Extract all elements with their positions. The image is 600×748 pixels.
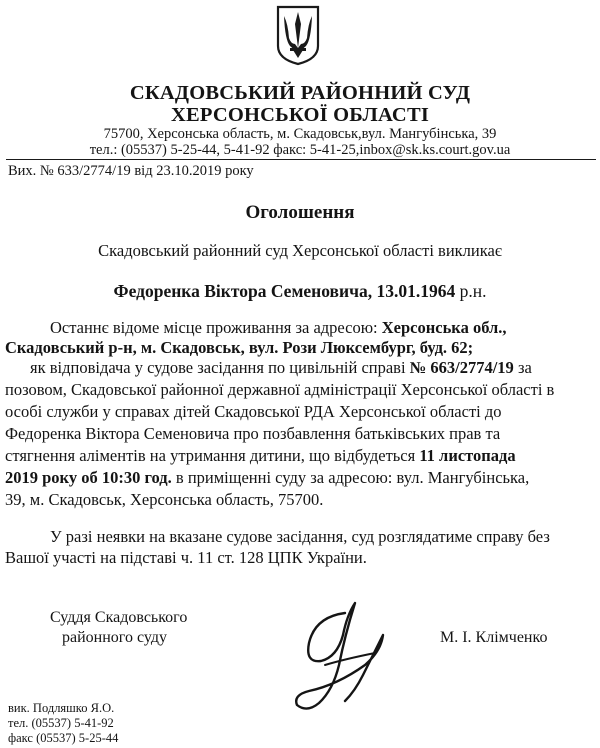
body-text: в приміщенні суду за адресою: вул. Мангубінська, bbox=[171, 468, 530, 487]
body-line-4: позовом, Скадовської районної державної адміністрації Херсонської області в bbox=[5, 380, 555, 399]
judge-name: М. І. Клімченко bbox=[440, 629, 548, 646]
judge-role-line2: районного суду bbox=[62, 629, 167, 646]
body-bold: Скадовський р-н, м. Скадовськ, вул. Рози Люксембург, буд. 62; bbox=[5, 338, 474, 357]
court-contacts: тел.: (05537) 5-25-44, 5-41-92 факс: 5-41-25,inbox@sk.ks.court.gov.ua bbox=[89, 142, 511, 158]
hearing-time: 2019 року об 10:30 год. bbox=[5, 468, 172, 487]
body-line-9: 39, м. Скадовськ, Херсонська область, 75700. bbox=[5, 490, 324, 509]
outgoing-reference: Вих. № 633/2774/19 від 23.10.2019 року bbox=[8, 163, 254, 179]
body-line-8 bbox=[5, 468, 529, 488]
case-number: № 663/2774/19 bbox=[409, 358, 514, 377]
court-address: 75700, Херсонська область, м. Скадовськ,вул. Мангубінська, 39 bbox=[103, 126, 497, 142]
body-line-11: Вашої участі на підставі ч. 11 ст. 128 ЦПК України. bbox=[5, 548, 367, 567]
body-text: за bbox=[513, 358, 532, 377]
body-line-3 bbox=[30, 358, 532, 378]
body-line-7 bbox=[5, 446, 516, 466]
executor-phone: тел. (05537) 5-41-92 bbox=[8, 716, 114, 730]
body-line-5: особі служби у справах дітей Скадовської РДА Херсонської області до bbox=[5, 402, 502, 421]
intro-line: Скадовський районний суд Херсонської області викликає bbox=[98, 241, 502, 260]
document-title: Оголошення bbox=[245, 202, 355, 223]
body-text: Останнє відоме місце проживання за адресою: bbox=[50, 318, 382, 337]
hearing-date: 11 листопада bbox=[419, 446, 516, 465]
executor: вик. Подляшко Я.О. bbox=[8, 701, 115, 715]
body-text: як відповідача у судове засідання по цивільній справі bbox=[30, 358, 410, 377]
body-bold: Херсонська обл., bbox=[381, 318, 507, 337]
body-line-6: Федоренка Віктора Семеновича про позбавлення батьківських прав та bbox=[5, 424, 501, 443]
body-text: стягнення аліментів на утримання дитини, що відбудеться bbox=[5, 446, 420, 465]
person-name: Федоренка Віктора Семеновича, 13.01.1964 bbox=[113, 281, 456, 301]
summoned-person bbox=[0, 281, 600, 302]
ukraine-trident-icon bbox=[275, 4, 321, 66]
body-line-10: У разі неявки на вказане судове засідання, суд розглядатиме справу без bbox=[50, 527, 550, 546]
court-name-line2: ХЕРСОНСЬКОЇ ОБЛАСТІ bbox=[170, 104, 429, 126]
header-divider bbox=[6, 159, 596, 160]
body-line-1 bbox=[50, 318, 507, 338]
court-name-line1: СКАДОВСЬКИЙ РАЙОННИЙ СУД bbox=[129, 82, 471, 104]
body-line-2 bbox=[5, 338, 473, 358]
judge-role-line1: Суддя Скадовського bbox=[50, 609, 188, 626]
handwritten-signature bbox=[285, 595, 395, 720]
person-suffix: р.н. bbox=[455, 281, 487, 301]
executor-fax: факс (05537) 5-25-44 bbox=[8, 731, 119, 745]
